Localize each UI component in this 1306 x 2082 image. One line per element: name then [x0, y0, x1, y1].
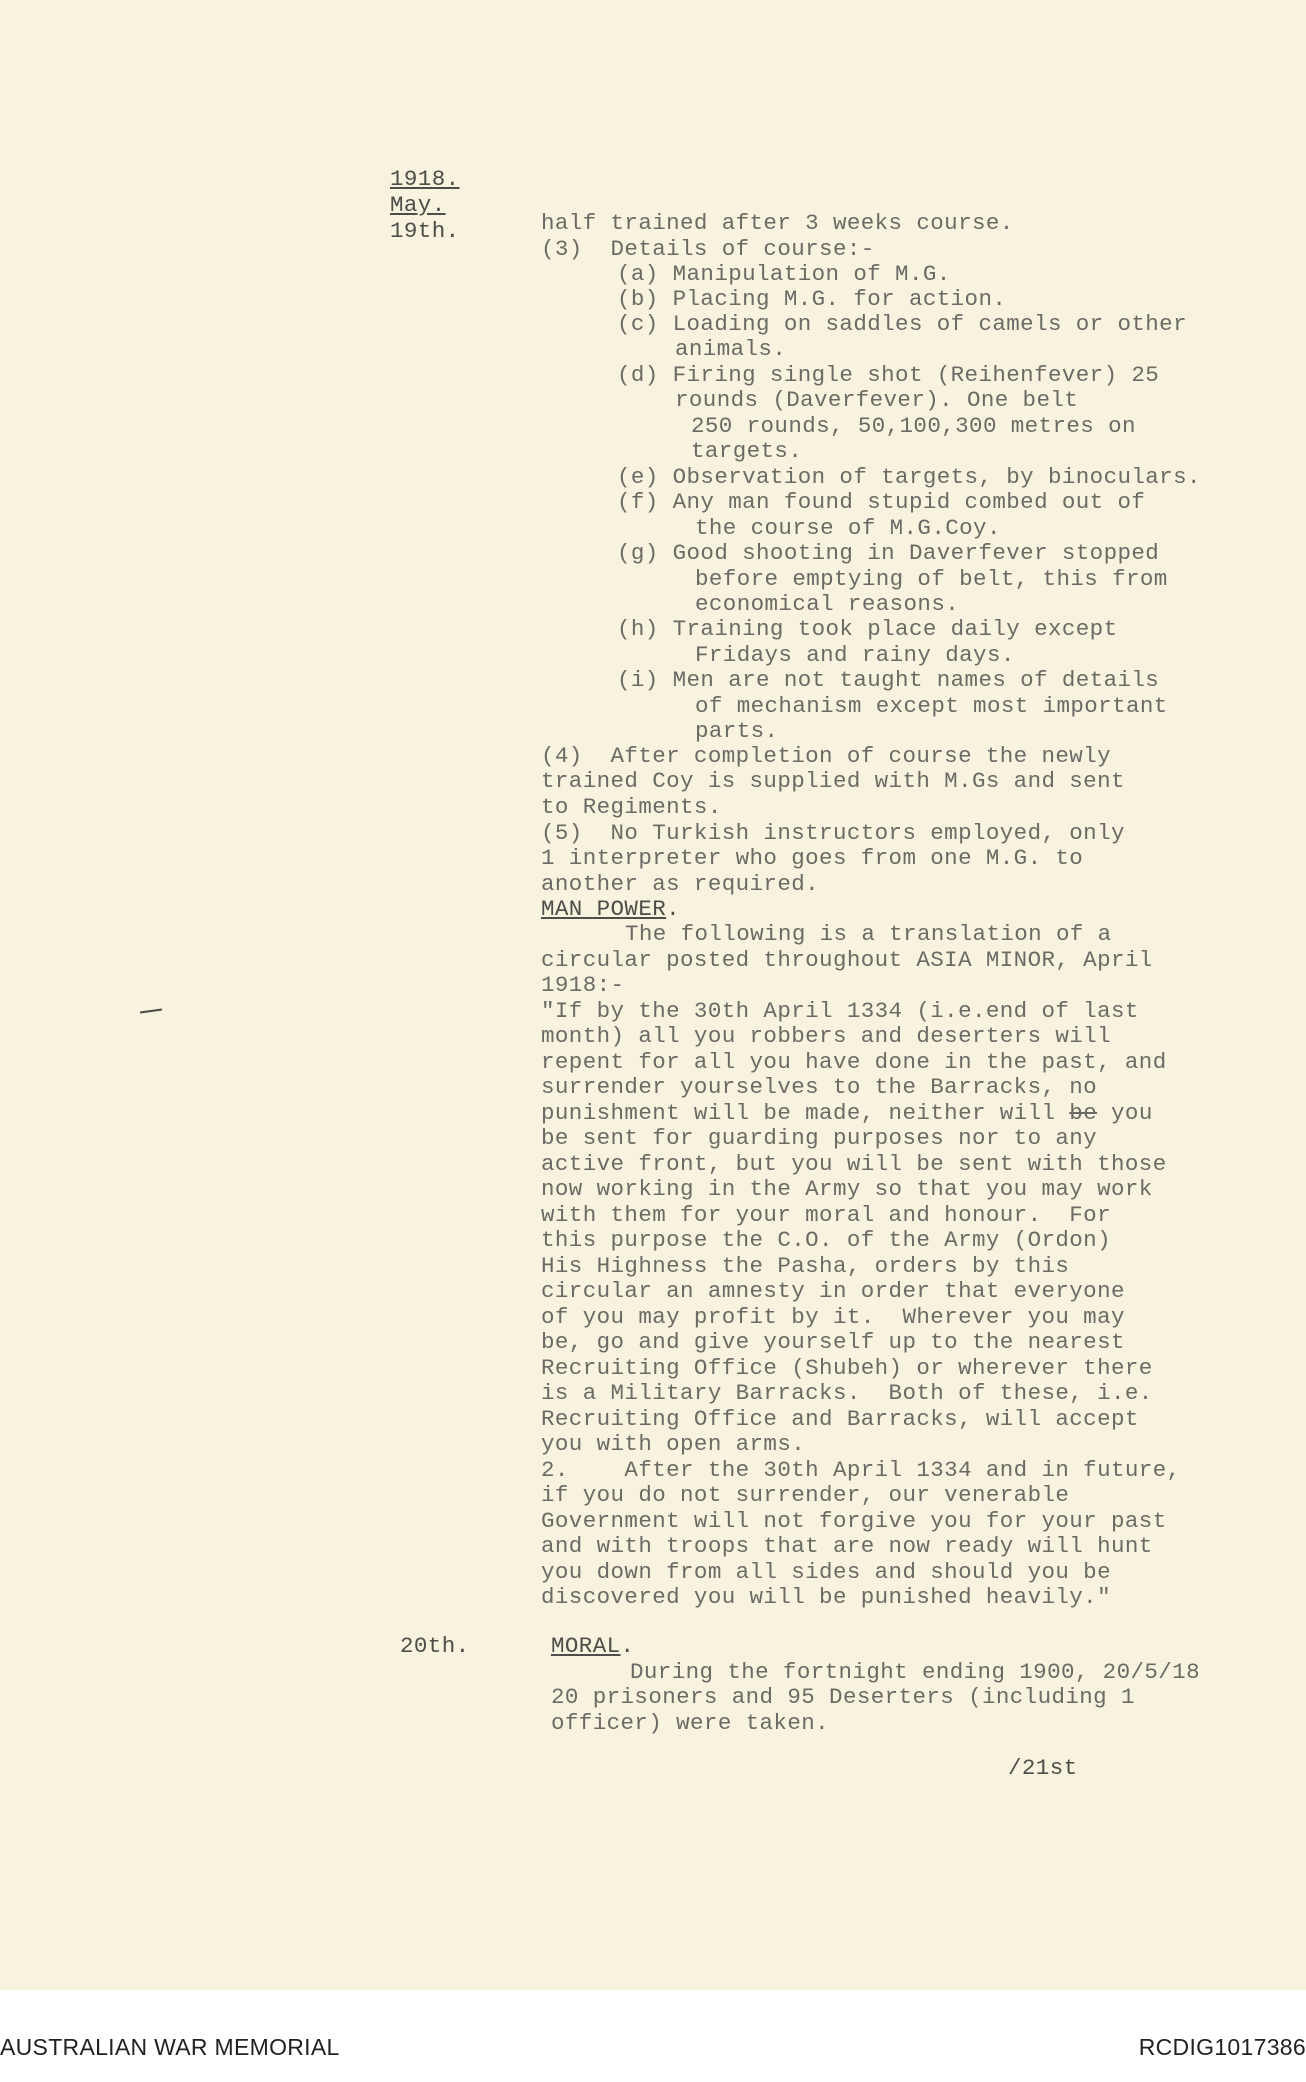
- text-line: (5) No Turkish instructors employed, only: [541, 820, 1125, 846]
- footer-record-id: RCDIG1017386: [1138, 2034, 1306, 2060]
- text-line: 1 interpreter who goes from one M.G. to: [541, 845, 1084, 871]
- continuation-marker: /21st: [1008, 1755, 1078, 1781]
- text-line: is a Military Barracks. Both of these, i.e.: [541, 1380, 1153, 1406]
- text-line: be, go and give yourself up to the nearest: [541, 1329, 1125, 1355]
- text-line: of you may profit by it. Wherever you may: [541, 1304, 1125, 1330]
- text-line: The following is a translation of a: [625, 921, 1112, 947]
- text-line: [541, 1101, 1153, 1127]
- date-year: 1918.: [390, 166, 460, 192]
- list-item-cont: economical reasons.: [695, 591, 960, 617]
- heading-suffix: .: [620, 1633, 635, 1659]
- text-line: with them for your moral and honour. For: [541, 1202, 1111, 1228]
- list-item-cont: parts.: [695, 718, 779, 744]
- struck-word: be: [1069, 1100, 1098, 1126]
- list-item: (h) Training took place daily except: [617, 616, 1118, 642]
- text-line: this purpose the C.O. of the Army (Ordon): [541, 1227, 1111, 1253]
- text-line: repent for all you have done in the past, and: [541, 1049, 1167, 1075]
- text-fragment: you: [1111, 1100, 1153, 1126]
- list-item: (b) Placing M.G. for action.: [617, 286, 1007, 312]
- list-item-cont: rounds (Daverfever). One belt: [675, 387, 1079, 413]
- list-item: (a) Manipulation of M.G.: [617, 261, 951, 287]
- list-item: (d) Firing single shot (Reihenfever) 25: [617, 362, 1160, 388]
- text-line: His Highness the Pasha, orders by this: [541, 1253, 1070, 1279]
- text-line: half trained after 3 weeks course.: [541, 210, 1014, 236]
- text-line: surrender yourselves to the Barracks, no: [541, 1074, 1098, 1100]
- list-item-cont: before emptying of belt, this from: [695, 566, 1168, 592]
- text-line: (3) Details of course:-: [541, 236, 875, 262]
- list-item-cont: animals.: [675, 336, 787, 362]
- heading-suffix: .: [666, 896, 681, 922]
- text-line: "If by the 30th April 1334 (i.e.end of last: [541, 998, 1139, 1024]
- text-line: you with open arms.: [541, 1431, 806, 1457]
- text-line: trained Coy is supplied with M.Gs and sent: [541, 768, 1125, 794]
- list-item: (c) Loading on saddles of camels or other: [617, 311, 1187, 337]
- text-line: 20 prisoners and 95 Deserters (including 1: [551, 1684, 1135, 1710]
- text-line: Recruiting Office (Shubeh) or wherever there: [541, 1355, 1153, 1381]
- text-line: another as required.: [541, 871, 820, 897]
- list-item: (f) Any man found stupid combed out of: [617, 489, 1146, 515]
- list-item: (g) Good shooting in Daverfever stopped: [617, 540, 1160, 566]
- text-line: circular an amnesty in order that everyone: [541, 1278, 1125, 1304]
- text-line: During the fortnight ending 1900, 20/5/18: [630, 1659, 1200, 1685]
- text-line: 1918:-: [541, 972, 625, 998]
- text-line: active front, but you will be sent with those: [541, 1151, 1167, 1177]
- list-item-cont: Fridays and rainy days.: [695, 642, 1015, 668]
- text-line: and with troops that are now ready will hunt: [541, 1533, 1153, 1559]
- list-item-cont: 250 rounds, 50,100,300 metres on: [691, 413, 1136, 439]
- section-heading-man-power: [541, 897, 680, 923]
- list-item: (e) Observation of targets, by binoculars.: [617, 464, 1201, 490]
- text-fragment: punishment will be made, neither will: [541, 1100, 1056, 1126]
- date-day-20: 20th.: [400, 1633, 470, 1659]
- date-month: May.: [390, 192, 446, 218]
- list-item-cont: the course of M.G.Coy.: [695, 515, 1001, 541]
- text-line: discovered you will be punished heavily.": [541, 1584, 1111, 1610]
- text-line: Government will not forgive you for your past: [541, 1508, 1167, 1534]
- footer-institution: AUSTRALIAN WAR MEMORIAL: [0, 2034, 340, 2060]
- text-line: now working in the Army so that you may work: [541, 1176, 1153, 1202]
- list-item-cont: of mechanism except most important: [695, 693, 1168, 719]
- text-line: officer) were taken.: [551, 1710, 830, 1736]
- date-day-19: 19th.: [390, 218, 460, 244]
- list-item: (i) Men are not taught names of details: [617, 667, 1160, 693]
- text-line: to Regiments.: [541, 794, 722, 820]
- heading-text: MORAL: [551, 1633, 621, 1659]
- text-line: circular posted throughout ASIA MINOR, April: [541, 947, 1153, 973]
- text-line: Recruiting Office and Barracks, will accept: [541, 1406, 1139, 1432]
- text-line: 2. After the 30th April 1334 and in future,: [541, 1457, 1181, 1483]
- text-line: be sent for guarding purposes nor to any: [541, 1125, 1098, 1151]
- margin-pen-mark: [140, 1008, 162, 1013]
- section-heading-moral: [551, 1634, 634, 1660]
- heading-text: MAN POWER: [541, 896, 667, 922]
- text-line: you down from all sides and should you be: [541, 1559, 1111, 1585]
- list-item-cont: targets.: [691, 438, 803, 464]
- text-line: (4) After completion of course the newly: [541, 743, 1111, 769]
- text-line: month) all you robbers and deserters will: [541, 1023, 1111, 1049]
- text-line: if you do not surrender, our venerable: [541, 1482, 1070, 1508]
